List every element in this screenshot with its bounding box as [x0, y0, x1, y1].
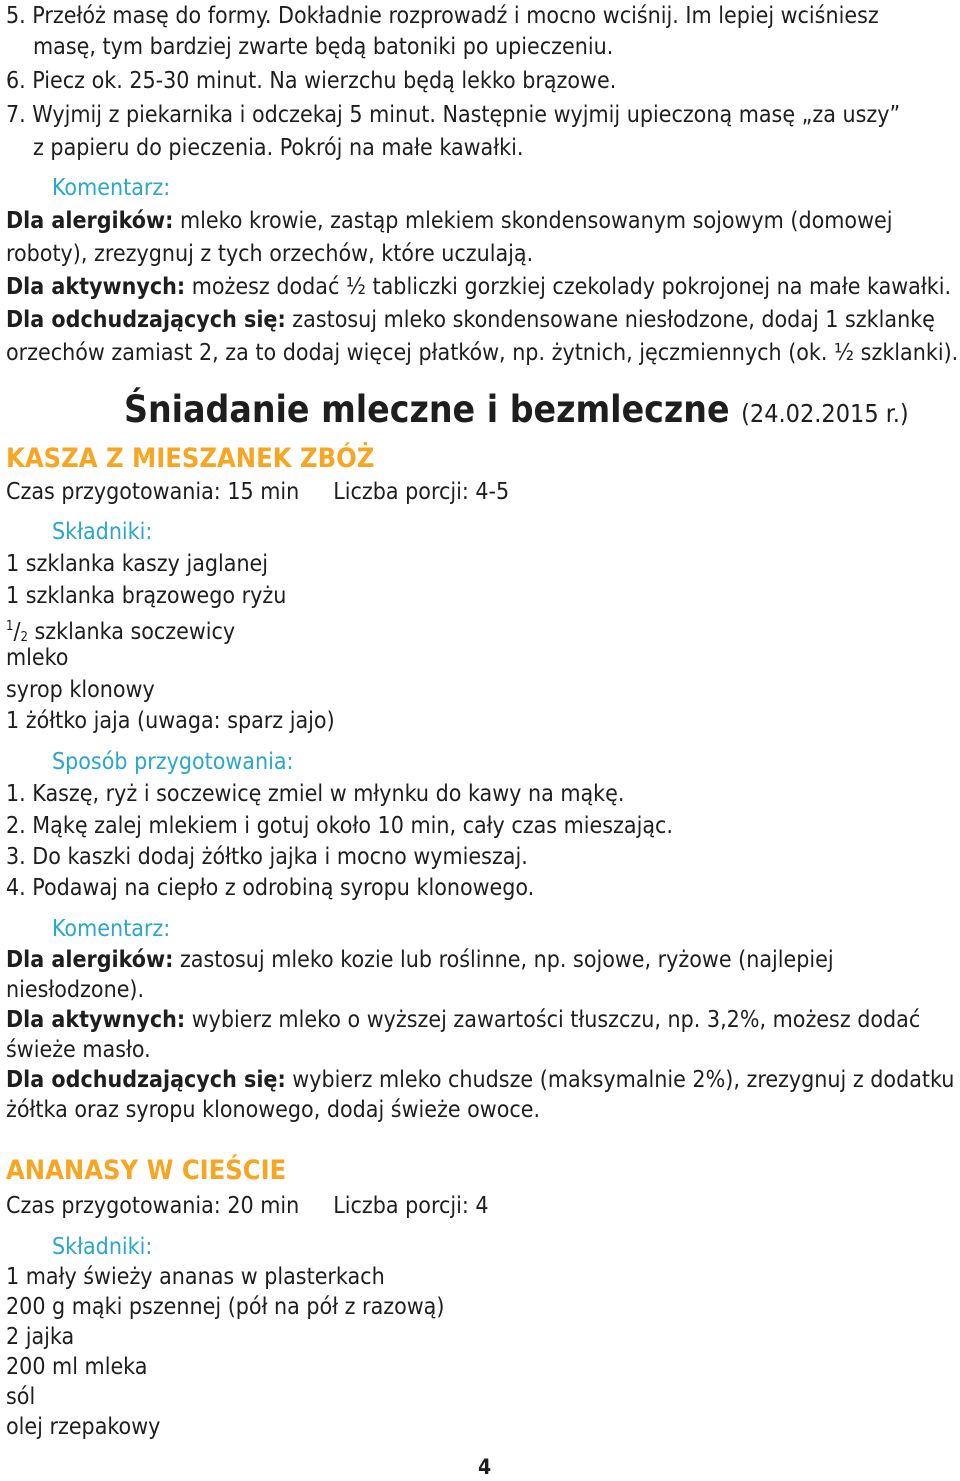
comment-allergy-line-1	[6, 945, 834, 975]
prep-time: Czas przygotowania: 15 min	[6, 479, 300, 505]
diet-text: wybierz mleko chudsze (maksymalnie 2%), zrezygnuj z dodatku	[285, 1067, 955, 1093]
ingredient-item: sól	[6, 1384, 36, 1410]
allergy-label: Dla alergików:	[6, 947, 174, 973]
portions: Liczba porcji: 4	[333, 1193, 489, 1219]
comment-diet-line-2: żółtka oraz syropu klonowego, dodaj świeże owoce.	[6, 1097, 541, 1123]
portions: Liczba porcji: 4-5	[333, 479, 510, 505]
recipe-2-meta	[6, 1191, 489, 1221]
active-label: Dla aktywnych:	[6, 1007, 186, 1033]
section-date: (24.02.2015 r.)	[741, 399, 909, 428]
comment-active	[6, 272, 951, 302]
ingredient-item: 1 żółtko jaja (uwaga: sparz jajo)	[6, 708, 335, 734]
section-title-text: Śniadanie mleczne i bezmleczne	[124, 388, 730, 431]
active-text: możesz dodać ½ tabliczki gorzkiej czekolady pokrojonej na małe kawałki.	[185, 274, 952, 300]
section-title	[124, 388, 909, 436]
allergy-text: mleko krowie, zastąp mlekiem skondensowanym sojowym (domowej	[173, 208, 893, 234]
fraction-numerator: 1	[6, 619, 14, 634]
comment-label: Komentarz:	[52, 916, 171, 942]
ingredient-item-fraction: $^1$/2 szklanka soczewicy	[6, 619, 236, 645]
fraction-denominator: 2	[20, 630, 28, 645]
comment-allergy-line-2: niesłodzone).	[6, 977, 145, 1003]
allergy-label: Dla alergików:	[6, 208, 174, 234]
diet-text: zastosuj mleko skondensowane niesłodzone, dodaj 1 szklankę	[285, 307, 935, 333]
diet-label: Dla odchudzających się:	[6, 307, 286, 333]
prep-time: Czas przygotowania: 20 min	[6, 1193, 300, 1219]
method-label: Sposób przygotowania:	[52, 749, 294, 775]
ingredient-item: 2 jajka	[6, 1324, 75, 1350]
ingredient-item: olej rzepakowy	[6, 1414, 161, 1440]
ingredients-label: Składniki:	[52, 1234, 153, 1260]
step-7-line-1: 7. Wyjmij z piekarnika i odczekaj 5 minut. Następnie wyjmij upieczoną masę „za uszy”	[6, 102, 901, 128]
step-5-line-1: 5. Przełóż masę do formy. Dokładnie rozprowadź i mocno wciśnij. Im lepiej wciśniesz	[6, 3, 879, 29]
recipe-1-title: KASZA Z MIESZANEK ZBÓŻ	[6, 443, 375, 474]
comment-diet-line-2: orzechów zamiast 2, za to dodaj więcej płatków, np. żytnich, jęczmiennych (ok. ½ szklanki).	[6, 340, 959, 366]
ingredient-item: 1 szklanka kaszy jaglanej	[6, 551, 269, 577]
comment-label: Komentarz:	[52, 175, 171, 201]
ingredient-item: syrop klonowy	[6, 677, 155, 703]
comment-active-line-1	[6, 1005, 920, 1035]
allergy-text: zastosuj mleko kozie lub roślinne, np. sojowe, ryżowe (najlepiej	[173, 947, 834, 973]
ingredient-text: szklanka soczewicy	[34, 619, 236, 645]
ingredient-item: mleko	[6, 645, 69, 671]
ingredients-label: Składniki:	[52, 519, 153, 545]
method-step: 2. Mąkę zalej mlekiem i gotuj około 10 min, cały czas mieszając.	[6, 813, 673, 839]
ingredient-item: 200 g mąki pszennej (pół na pół z razową)	[6, 1294, 445, 1320]
step-5-line-2: masę, tym bardziej zwarte będą batoniki po upieczeniu.	[33, 34, 614, 60]
recipe-2-title: ANANASY W CIEŚCIE	[6, 1155, 287, 1186]
comment-diet-line-1	[6, 305, 935, 335]
method-step: 4. Podawaj na ciepło z odrobiną syropu klonowego.	[6, 875, 535, 901]
active-label: Dla aktywnych:	[6, 274, 186, 300]
page-number: 4	[478, 1455, 492, 1479]
comment-active-line-2: świeże masło.	[6, 1037, 151, 1063]
ingredient-item: 1 mały świeży ananas w plasterkach	[6, 1264, 385, 1290]
comment-allergy-line-1	[6, 206, 893, 236]
comment-diet-line-1	[6, 1065, 954, 1095]
method-step: 3. Do kaszki dodaj żółtko jajka i mocno wymieszaj.	[6, 844, 528, 870]
ingredient-item: 1 szklanka brązowego ryżu	[6, 583, 287, 609]
step-6: 6. Piecz ok. 25-30 minut. Na wierzchu będą lekko brązowe.	[6, 68, 617, 94]
comment-allergy-line-2: roboty), zrezygnuj z tych orzechów, które uczulają.	[6, 241, 534, 267]
method-step: 1. Kaszę, ryż i soczewicę zmiel w młynku do kawy na mąkę.	[6, 781, 625, 807]
diet-label: Dla odchudzających się:	[6, 1067, 286, 1093]
step-7-line-2: z papieru do pieczenia. Pokrój na małe kawałki.	[33, 135, 524, 161]
active-text: wybierz mleko o wyższej zawartości tłuszczu, np. 3,2%, możesz dodać	[185, 1007, 921, 1033]
recipe-1-meta	[6, 477, 509, 507]
ingredient-item: 200 ml mleka	[6, 1354, 148, 1380]
